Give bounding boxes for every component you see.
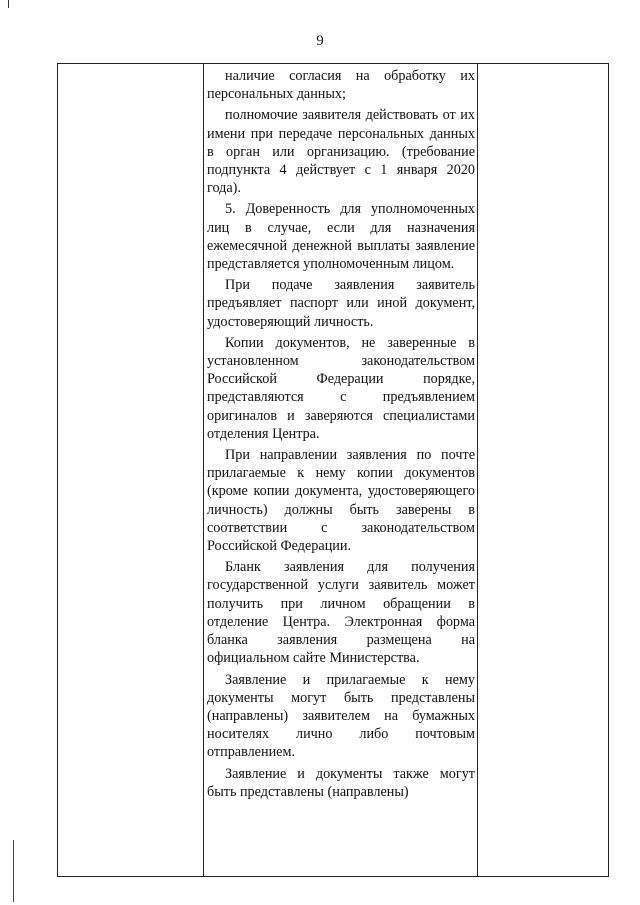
- paragraph-mail: При направлении заявления по почте прилагаемые к нему копии документов (кроме копии документа, удостоверяющего личность) должны быть заверены в соответствии с законодательством Российской Федерации.: [207, 447, 475, 555]
- scan-margin-line: [13, 840, 14, 902]
- paragraph-also: Заявление и документы также могут быть представлены (направлены): [207, 765, 475, 800]
- paragraph-power-of-attorney: 5. Доверенность для уполномоченных лиц в случае, если для назначения ежемесячной денежной выплаты заявление представляется уполномоченным лицом.: [207, 201, 475, 273]
- paragraph-authority: полномочие заявителя действовать от их имени при передаче персональных данных в орган или организацию. (требование подпункта 4 действует с 1 января 2020 года).: [207, 107, 475, 197]
- paragraph-passport: При подаче заявления заявитель предъявляет паспорт или иной документ, удостоверяющий личность.: [207, 277, 475, 330]
- column-divider-left: [203, 64, 204, 876]
- paragraph-copies: Копии документов, не заверенные в установленном законодательством Российской Федерации порядке, представляются с предъявлением оригиналов и заверяются специалистами отделения Центра.: [207, 334, 475, 442]
- paragraph-submission: Заявление и прилагаемые к нему документы могут быть представлены (направлены) заявителем на бумажных носителях лично либо почтовым отправлением.: [207, 671, 475, 761]
- page-number: 9: [316, 33, 324, 49]
- table-cell-text: [207, 67, 475, 801]
- paragraph-form: Бланк заявления для получения государственной услуги заявитель может получить при личном обращении в отделение Центра. Электронная форма бланка заявления размещена на официальном сайте Министерства.: [207, 559, 475, 667]
- scan-edge-mark: [8, 0, 9, 8]
- column-divider-right: [477, 64, 478, 876]
- paragraph-consent: наличие согласия на обработку их персональных данных;: [207, 68, 475, 103]
- document-table: [57, 63, 609, 877]
